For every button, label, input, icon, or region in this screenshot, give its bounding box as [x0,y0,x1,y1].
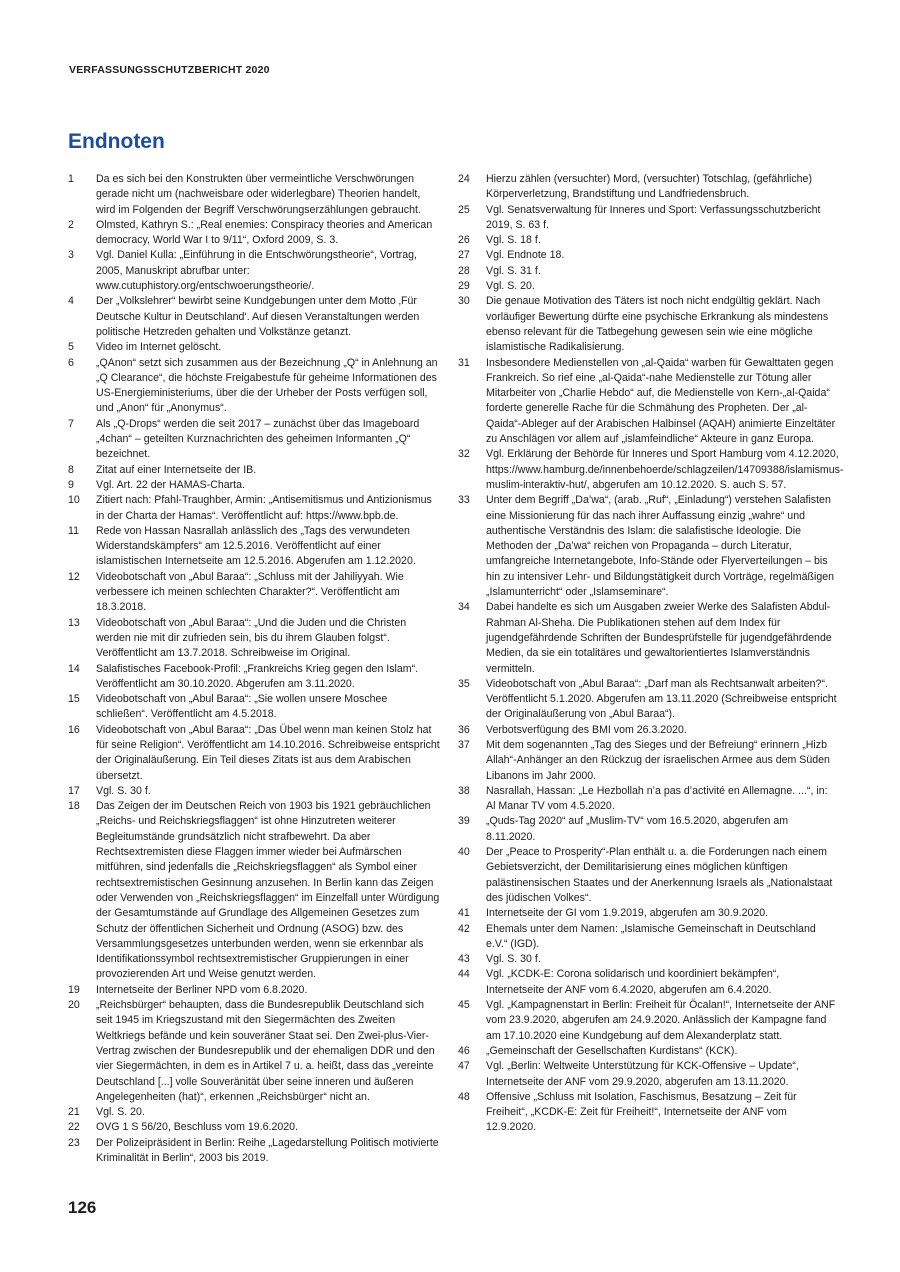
endnote-text: Vgl. Daniel Kulla: „Einführung in die Entschwörungstheorie“, Vortrag, 2005, Manuskript abrufbar unter: www.cutuphistory.org/entschwoerungstheorie/. [96,249,417,293]
endnote-item [458,784,838,815]
endnote-text: Vgl. Senatsverwaltung für Inneres und Sport: Verfassungsschutzbericht 2019, S. 63 f. [486,203,821,231]
endnote-item [458,723,838,738]
endnote-number: 39 [458,815,470,828]
endnote-number: 47 [458,1060,470,1073]
endnote-number: 41 [458,907,470,920]
endnote-text: Videobotschaft von „Abul Baraa“: „Darf man als Rechtsanwalt arbeiten?“. Veröffentlicht 5.1.2020. Abgerufen am 13.11.2020 (Schreibweise entspricht der Originaläußerung von „Abul Baraa“). [486,677,837,721]
endnote-number: 30 [458,295,470,308]
endnote-text: Vgl. „KCDK-E: Corona solidarisch und koordiniert bekämpfen“, Internetseite der ANF vom 6.4.2020, abgerufen am 6.4.2020. [486,968,780,996]
endnote-number: 10 [68,494,80,507]
endnote-text: Vgl. S. 20. [486,280,535,293]
endnote-item [458,967,838,998]
endnote-text: Offensive „Schluss mit Isolation, Faschismus, Besatzung – Zeit für Freiheit“, „KCDK-E: Zeit für Freiheit!“, Internetseite der ANF vom 12.9.2020. [486,1090,797,1134]
endnote-text: Da es sich bei den Konstrukten über vermeintliche Verschwörungen gerade nicht um (nachweisbare oder widerlegbare) Theorien handelt, wird im Folgenden der Begriff Verschwörungserzählungen gebraucht. [96,173,421,216]
endnote-number: 28 [458,264,470,277]
endnote-text: Dabei handelte es sich um Ausgaben zweier Werke des Salafisten Abdul-Rahman Al-Sheha. Die Publikationen stehen auf dem Index für jugendgefährdende Schriften der Bundesprüfstelle für jugendgefährdende Medien, da sie ein totalitäres und gewaltorientiertes Islamverständnis vermitteln. [486,601,832,675]
endnote-item [458,203,838,234]
endnote-number: 40 [458,846,470,859]
endnote-item [68,983,440,998]
endnote-text: Videobotschaft von „Abul Baraa“: „Schluss mit der Jahiliyyah. Wie verbessere ich meinen schlechten Charakter?“. Veröffentlicht am 18.3.2018. [96,570,404,614]
endnote-item [68,616,440,662]
endnote-text: Zitiert nach: Pfahl-Traughber, Armin: „Antisemitismus und Antizionismus in der Charta der Hamas“. Veröffentlicht auf: https://www.bpb.de. [96,494,432,522]
endnote-text: Salafistisches Facebook-Profil: „Frankreichs Krieg gegen den Islam“. Veröffentlicht am 30.10.2020. Abgerufen am 3.11.2020. [96,662,419,690]
endnote-item [458,172,838,203]
endnote-item [68,1105,440,1120]
endnote-number: 4 [68,295,74,308]
endnote-item [68,356,440,417]
endnote-item [458,248,838,263]
endnote-text: Videobotschaft von „Abul Baraa“: „Und die Juden und die Christen werden nie mit dir zufrieden sein, bis du ihrem Glauben folgst“. Veröffentlicht am 13.7.2018. Schreibweise im Original. [96,616,407,660]
endnote-number: 5 [68,341,74,354]
endnote-item [458,998,838,1044]
endnote-text: Nasrallah, Hassan: „Le Hezbollah n’a pas d’activité en Allemagne. ...“, in: Al Manar TV vom 4.5.2020. [486,784,828,813]
endnote-number: 33 [458,494,470,507]
endnote-number: 23 [68,1136,80,1149]
endnote-item [68,294,440,340]
endnote-item [458,922,838,953]
endnote-text: Zitat auf einer Internetseite der IB. [96,463,257,476]
endnote-text: Videobotschaft von „Abul Baraa“: „Das Übel wenn man keinen Stolz hat für seine Religion“. Veröffentlicht am 14.10.2016. Schreibweise entspricht der Originaläußerung. Ein Teil dieses Zitats ist aus dem Arabischen übersetzt. [96,723,440,782]
endnote-text: Unter dem Begriff „Da’wa“, (arab. „Ruf“, „Einladung“) verstehen Salafisten eine Missionierung für das nach ihrer Auffassung einzig „wahre“ und authentische Verständnis des Islam: die salafistische Ideologie. Die Methoden der „Da’wa“ reichen von Propaganda – durch Literatur, umfangreiche Internetangebote, Info-Stände oder Flyerverteilungen – bis hin zu intensiver Lehr- und Bildungstätigkeit durch Vorträge, regelmäßigen „Islamunterricht“ oder „Islamseminare“. [486,494,835,599]
endnote-number: 11 [68,524,79,537]
endnote-item [458,1044,838,1059]
endnote-item [458,493,838,600]
endnote-text: Vgl. S. 18 f. [486,234,541,247]
endnote-item [68,417,440,463]
endnote-number: 14 [68,662,80,675]
endnote-number: 35 [458,677,470,690]
endnote-number: 31 [458,356,470,369]
running-header: VERFASSUNGSSCHUTZBERICHT 2020 [69,64,270,76]
endnote-item [68,248,440,294]
endnote-text: Die genaue Motivation des Täters ist noch nicht endgültig geklärt. Nach vorläufiger Bewertung dürfte eine psychische Erkrankung als mindestens ebenso relevant für die Tatbegehung gewesen sein wie eine mögliche islamistische Radikalisierung. [486,295,829,354]
endnote-item [458,845,838,906]
endnote-text: „Reichsbürger“ behaupten, dass die Bundesrepublik Deutschland sich seit 1945 im Kriegszustand mit den Siegermächten des Zweiten Weltkriegs befände und kein souveräner Staat sei. Den Zwei-plus-Vier-Vertrag zwischen der Bundesrepublik und der ehemaligen DDR und den vier Siegermächten, in dem es in Artikel 7 u. a. heißt, dass das „vereinte Deutschland [...] volle Souveränität über seine inneren und äußeren Angelegenheiten (hat)“, erkennen „Reichsbürger“ nicht an. [96,999,435,1103]
endnote-item [458,279,838,294]
endnote-number: 46 [458,1044,470,1057]
endnotes-right-column [458,172,844,1136]
endnote-number: 20 [68,999,80,1012]
endnote-text: Vgl. S. 30 f. [96,784,151,797]
endnote-number: 17 [68,784,80,797]
endnote-item [458,447,844,493]
endnote-text: Insbesondere Medienstellen von „al-Qaida“ warben für Gewalttaten gegen Frankreich. So rief eine „al-Qaida“-nahe Medienstelle zur Tötung aller Mitarbeiter von „Charlie Hebdo“ auf, die Medienstelle von Kern-„al-Qaida“ forderte generelle Rache für die Schmähung des Propheten. Der „al-Qaida“-Ableger auf der Arabischen Halbinsel (AQAH) animierte Einzeltäter zu Anschlägen vor allem auf „islamfeindliche“ Akteure in ganz Europa. [486,356,836,446]
endnote-item [458,814,838,845]
endnote-item [458,738,838,784]
endnote-number: 2 [68,218,74,231]
endnote-number: 25 [458,203,470,216]
endnote-text: Das Zeigen der im Deutschen Reich von 1903 bis 1921 gebräuchlichen „Reichs- und Reichskriegsflaggen“ ist ohne Hinzutreten weiterer Begleitumstände grundsätzlich nicht strafbewehrt. Da aber Rechtsextremisten diese Flaggen immer wieder bei Aufmärschen mitführen, sind jedenfalls die „Reichskriegsflaggen“ als Symbol einer rechtsextremistischen Gesinnung anzusehen. In Berlin kann das Zeigen oder Verwenden von „Reichskriegsflaggen“ im Einzelfall unter Würdigung der Gesamtumstände auf Grundlage des Allgemeinen Gesetzes zum Schutz der öffentlichen Sicherheit und Ordnung (ASOG) bzw. des Versammlungsgesetzes unterbunden werden, wenn sie erkennbar als Identifikationssymbol rechtsextremistischer Gruppierungen in einer provozierenden Art und Weise genutzt werden. [96,800,440,981]
endnote-text: Vgl. S. 31 f. [486,264,541,277]
endnote-number: 19 [68,983,80,996]
endnote-number: 22 [68,1121,80,1134]
endnote-item [68,570,440,616]
endnote-item [68,340,440,355]
endnote-number: 16 [68,723,80,736]
endnote-item [458,233,838,248]
endnote-number: 6 [68,356,74,369]
endnote-item [68,493,440,524]
endnote-number: 37 [458,738,470,751]
endnote-text: Mit dem sogenannten „Tag des Sieges und der Befreiung“ erinnern „Hizb Allah“-Anhänger an den Rückzug der israelischen Armee aus dem Süden Libanons im Jahr 2000. [486,738,830,782]
endnote-number: 15 [68,693,80,706]
endnote-number: 42 [458,922,470,935]
endnote-item [458,1090,838,1136]
endnote-text: Vgl. Erklärung der Behörde für Inneres und Sport Hamburg vom 4.12.2020, https://www.hamburg.de/innenbehoerde/schlagzeilen/14709388/islamismus-muslim-interaktiv-hut/, abgerufen am 10.12.2020. S. auch S. 57. [486,448,844,491]
endnote-item [458,1059,838,1090]
endnote-text: Vgl. S. 30 f. [486,953,541,966]
endnote-item [68,723,440,784]
endnote-number: 36 [458,723,470,736]
section-title: Endnoten [68,130,165,153]
endnote-text: „Gemeinschaft der Gesellschaften Kurdistans“ (KCK). [486,1044,738,1057]
endnote-item [68,998,440,1105]
endnote-item [458,356,838,448]
endnote-text: Video im Internet gelöscht. [96,341,222,354]
endnote-text: Vgl. Endnote 18. [486,249,565,262]
endnote-item [68,784,440,799]
endnote-text: Verbotsverfügung des BMI vom 26.3.2020. [486,723,687,736]
endnote-item [458,906,838,921]
endnote-text: Vgl. S. 20. [96,1106,145,1119]
endnote-text: Vgl. „Kampagnenstart in Berlin: Freiheit für Öcalan!“, Internetseite der ANF vom 23.9.2020, abgerufen am 24.9.2020. Anlässlich der Kampagne fand am 17.10.2020 eine Kundgebung auf dem Alexanderplatz statt. [486,999,836,1042]
endnote-text: Ehemals unter dem Namen: „Islamische Gemeinschaft in Deutschland e.V.“ (IGD). [486,922,816,950]
endnote-number: 44 [458,968,470,981]
endnote-item [458,677,838,723]
endnote-number: 43 [458,953,470,966]
endnote-number: 9 [68,478,74,491]
endnote-item [458,294,838,355]
endnote-number: 21 [68,1106,80,1119]
endnote-number: 27 [458,249,470,262]
endnote-number: 24 [458,173,470,185]
endnote-text: Rede von Hassan Nasrallah anlässlich des „Tags des verwundeten Widerstandskämpfers“ am 12.5.2016. Veröffentlicht auf einer islamistischen Internetseite am 12.5.2016. Abgerufen am 1.12.2020. [96,524,416,568]
endnote-text: „Quds-Tag 2020“ auf „Muslim-TV“ vom 16.5.2020, abgerufen am 8.11.2020. [486,815,789,843]
endnote-number: 26 [458,234,470,247]
endnote-number: 12 [68,570,80,583]
endnote-number: 29 [458,280,470,293]
endnote-number: 18 [68,800,80,813]
endnote-number: 45 [458,999,470,1012]
endnote-text: Der „Volkslehrer“ bewirbt seine Kundgebungen unter dem Motto ‚Für Deutsche Kultur in Deutschland‘. Auf diesen Veranstaltungen werden politische Hetzreden gehalten und Volkstänze getanzt. [96,295,420,338]
endnote-item [68,463,440,478]
endnote-number: 8 [68,463,74,476]
endnote-item [68,692,440,723]
endnote-number: 3 [68,249,74,262]
endnote-number: 13 [68,616,80,629]
endnote-item [68,172,440,218]
endnote-number: 38 [458,784,470,797]
endnote-text: „QAnon“ setzt sich zusammen aus der Bezeichnung „Q“ in Anlehnung an „Q Clearance“, die höchste Freigabestufe für geheime Informationen des US-Energieministeriums, über die der Urheber der Posts verfügen soll, und „Anon“ für „Anonymus“. [96,356,438,415]
endnote-text: Internetseite der Berliner NPD vom 6.8.2020. [96,983,308,996]
endnote-text: Der „Peace to Prosperity“-Plan enthält u. a. die Forderungen nach einem Gebietsverzicht, der Demilitarisierung eines möglichen künftigen palästinensischen Staates und der Anerkennung Israels als „Nationalstaat des jüdischen Volkes“. [486,846,833,904]
endnote-number: 48 [458,1090,470,1103]
endnote-item [458,952,838,967]
endnote-item [68,799,440,983]
endnote-text: Internetseite der GI vom 1.9.2019, abgerufen am 30.9.2020. [486,907,769,920]
endnote-item [68,662,440,693]
endnote-text: Vgl. Art. 22 der HAMAS-Charta. [96,478,245,491]
endnote-number: 1 [68,173,74,185]
endnote-item [68,218,440,249]
endnote-item [68,478,440,493]
page-number: 126 [68,1198,97,1217]
endnote-text: OVG 1 S 56/20, Beschluss vom 19.6.2020. [96,1121,298,1134]
endnote-text: Vgl. „Berlin: Weltweite Unterstützung für KCK-Offensive – Update“, Internetseite der ANF vom 29.9.2020, abgerufen am 13.11.2020. [486,1060,799,1088]
endnote-number: 34 [458,601,470,614]
endnote-item [458,264,838,279]
endnote-number: 7 [68,417,74,430]
endnote-text: Olmsted, Kathryn S.: „Real enemies: Conspiracy theories and American democracy, World War I to 9/11“, Oxford 2009, S. 3. [96,218,433,247]
endnote-item [68,1136,440,1167]
endnote-text: Der Polizeipräsident in Berlin: Reihe „Lagedarstellung Politisch motivierte Kriminalität in Berlin“, 2003 bis 2019. [96,1136,439,1164]
endnote-item [458,600,838,676]
endnote-item [68,1120,440,1135]
endnote-text: Als „Q-Drops“ werden die seit 2017 – zunächst über das Imageboard „4chan“ – geteilten Kurznachrichten des geheimen Informanten „Q“ bezeichnet. [96,417,420,461]
endnote-text: Videobotschaft von „Abul Baraa“: „Sie wollen unsere Moschee schließen“. Veröffentlicht am 4.5.2018. [96,693,388,721]
endnote-item [68,524,440,570]
endnote-text: Hierzu zählen (versuchter) Mord, (versuchter) Totschlag, (gefährliche) Körperverletzung, Brandstiftung und Landfriedensbruch. [486,173,812,201]
endnotes-left-column [68,172,440,1166]
endnote-number: 32 [458,448,470,461]
